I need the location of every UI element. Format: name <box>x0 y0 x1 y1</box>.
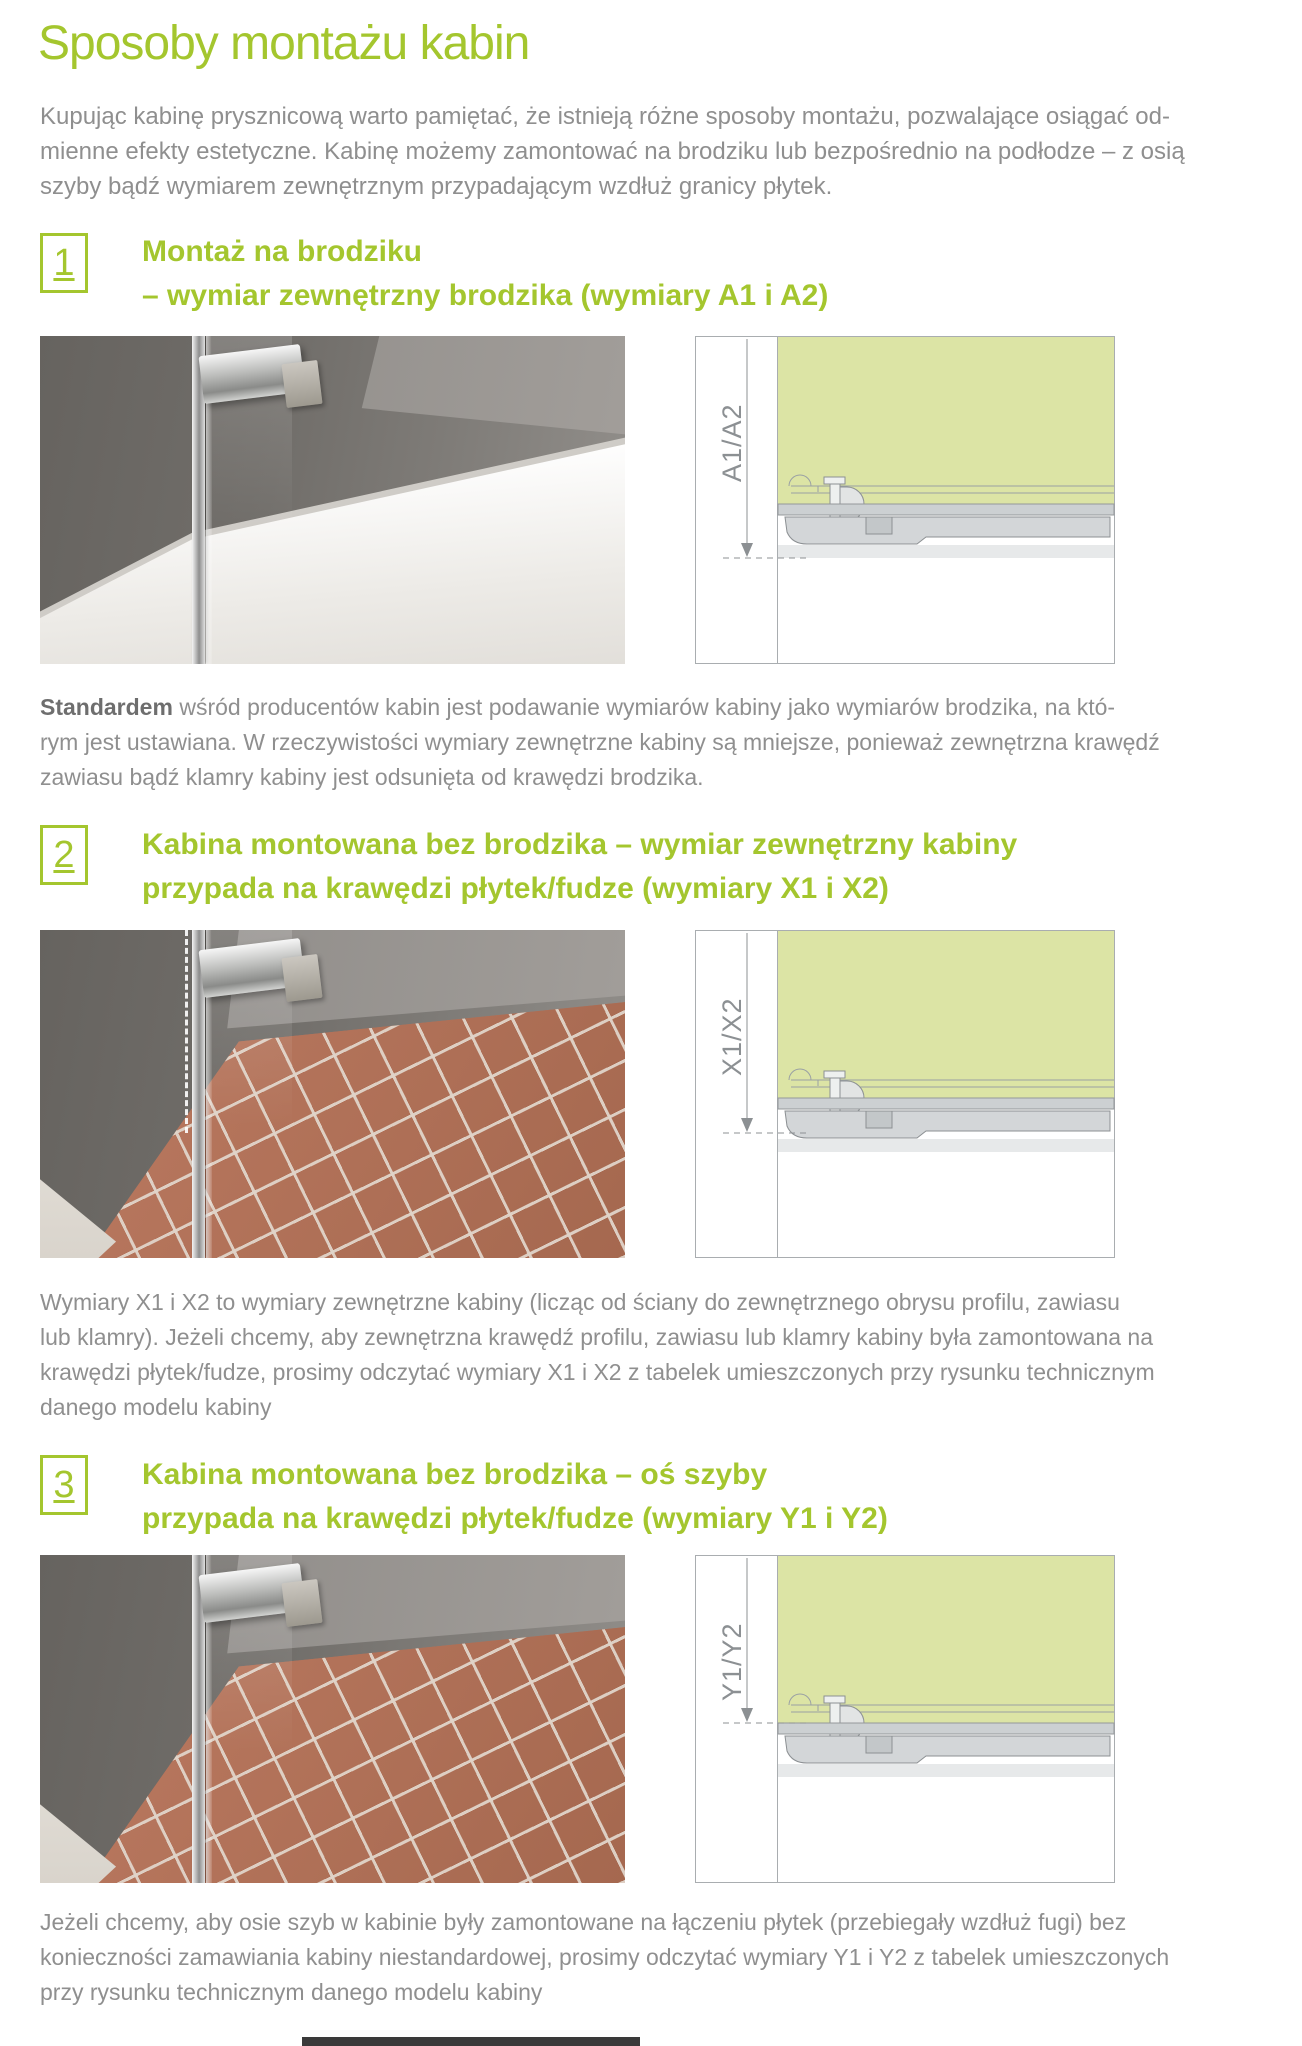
section-number: 1 <box>53 241 75 284</box>
note-line: krawędzi płytek/fudze, prosimy odczytać wymiary X1 i X2 z tabelek umieszczonych przy rysunku technicznym <box>40 1359 1155 1385</box>
section-2-heading <box>142 823 1017 911</box>
note-line: danego modelu kabiny <box>40 1394 272 1420</box>
note-line: konieczności zamawiania kabiny niestandardowej, prosimy odczytać wymiary Y1 i Y2 z tabelek umieszczonych <box>40 1944 1170 1970</box>
intro-line: mienne efekty estetyczne. Kabinę możemy zamontować na brodziku lub bezpośrednio na podłodze – z osią <box>40 138 1185 165</box>
note-bold: Standardem <box>40 694 173 720</box>
page-title: Sposoby montażu kabin <box>38 17 530 70</box>
technical-drawing-y1-y2 <box>695 1555 1115 1883</box>
dimension-label: A1/A2 <box>717 403 747 482</box>
note-text: wśród producentów kabin jest podawanie wymiarów kabiny jako wymiarów brodzika, na któ- <box>172 694 1116 720</box>
glass-clamp <box>281 954 322 1002</box>
heading-line: Kabina montowana bez brodzika – oś szyby <box>142 1458 768 1491</box>
heading-line: Montaż na brodziku <box>142 235 422 268</box>
note-line: przy rysunku technicznym danego modelu kabiny <box>40 1979 543 2005</box>
intro-paragraph <box>40 99 1185 204</box>
section-3-number-badge <box>40 1455 88 1515</box>
note-text: Wymiary X1 i X2 to wymiary zewnętrzne kabiny (licząc od ściany do zewnętrznego obrysu profilu, zawiasu <box>40 1289 1120 1315</box>
note-line <box>40 1285 1155 1320</box>
technical-drawing-x1-x2 <box>695 930 1115 1258</box>
note-text: Jeżeli chcemy, aby osie szyb w kabinie były zamontowane na łączeniu płytek (przebiegały wzdłuż fugi) bez <box>40 1909 1127 1935</box>
heading-line: Kabina montowana bez brodzika – wymiar zewnętrzny kabiny <box>142 828 1018 861</box>
note-line <box>40 1905 1169 1940</box>
intro-line: Kupując kabinę prysznicową warto pamiętać, że istnieją różne sposoby montażu, pozwalające osiągać od- <box>40 103 1170 130</box>
section-1-number-badge <box>40 233 88 293</box>
glass-clamp <box>281 1579 322 1627</box>
heading-line: – wymiar zewnętrzny brodzika (wymiary A1 i A2) <box>142 279 829 312</box>
section-2-note <box>40 1285 1155 1425</box>
note-line <box>40 690 1160 725</box>
glass-axis-dashed-line <box>185 930 188 1133</box>
heading-line: przypada na krawędzi płytek/fudze (wymiary Y1 i Y2) <box>142 1502 888 1535</box>
dimension-label: X1/X2 <box>717 997 747 1076</box>
section-1-note <box>40 690 1160 795</box>
technical-drawing-a1-a2 <box>695 336 1115 664</box>
section-2-photo-tiled-floor <box>40 930 625 1258</box>
note-line: lub klamry). Jeżeli chcemy, aby zewnętrzna krawędź profilu, zawiasu lub klamry kabiny była zamontowana na <box>40 1324 1153 1350</box>
note-line: rym jest ustawiana. W rzeczywistości wymiary zewnętrzne kabiny są mniejsze, ponieważ zewnętrzna krawędź <box>40 729 1160 755</box>
section-2-diagram <box>695 930 1115 1258</box>
cut-off-next-element <box>302 2037 640 2046</box>
dimension-label: Y1/Y2 <box>717 1622 747 1701</box>
heading-line: przypada na krawędzi płytek/fudze (wymiary X1 i X2) <box>142 872 889 905</box>
section-3-note <box>40 1905 1169 2010</box>
section-2-number-badge <box>40 825 88 885</box>
section-1-photo-shower-tray <box>40 336 625 664</box>
intro-line: szyby bądź wymiarem zewnętrznym przypadającym wzdłuż granicy płytek. <box>40 173 833 200</box>
section-3-diagram <box>695 1555 1115 1883</box>
section-number: 3 <box>53 1463 75 1506</box>
section-1-diagram <box>695 336 1115 664</box>
glass-clamp <box>281 360 322 408</box>
section-1-heading <box>142 230 828 318</box>
section-3-photo-tiled-floor <box>40 1555 625 1883</box>
section-3-heading <box>142 1453 888 1541</box>
section-number: 2 <box>53 833 75 876</box>
note-line: zawiasu bądź klamry kabiny jest odsunięta od krawędzi brodzika. <box>40 764 704 790</box>
